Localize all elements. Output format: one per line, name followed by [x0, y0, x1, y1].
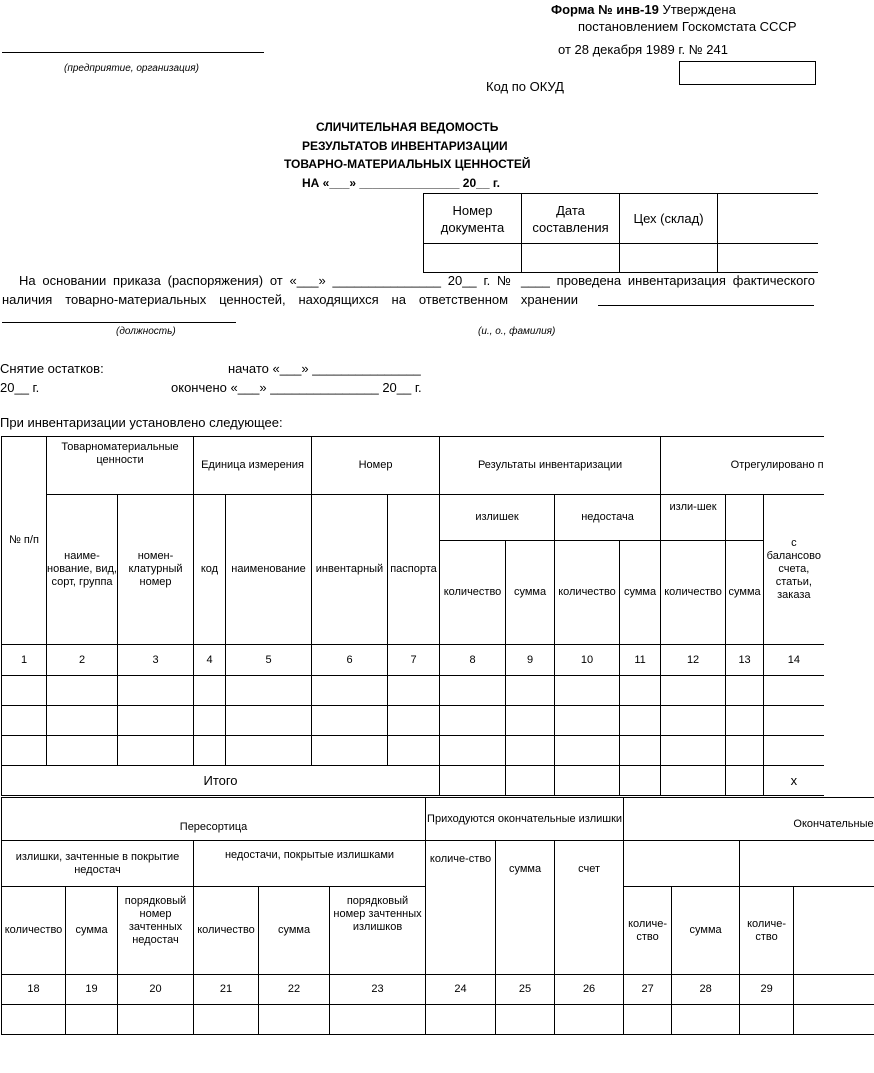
shortage-qty-header: количество	[555, 541, 620, 645]
shortage-sum-header: сумма	[620, 541, 661, 645]
inventory-header: инвентарный	[312, 495, 388, 645]
nomen-header: номен-клатурный номер	[118, 495, 194, 645]
approved-label: Утверждена	[662, 2, 736, 17]
resort-header: Пересортица	[2, 798, 426, 841]
shortage-covered-header: недостачи, покрытые излишками	[194, 841, 426, 887]
main-inventory-table	[1, 436, 824, 796]
resort-table	[1, 797, 874, 1035]
col-number: 3	[118, 645, 194, 676]
organization-line	[2, 52, 264, 53]
column-number-row	[2, 975, 874, 1005]
col-number: 23	[330, 975, 426, 1005]
surplus-qty-header: количество	[440, 541, 506, 645]
reg-qty-header: количество	[661, 541, 726, 645]
doc-number-cell[interactable]	[424, 244, 522, 273]
position-caption: (должность)	[116, 326, 176, 337]
col-number: 2	[47, 645, 118, 676]
total-row	[2, 766, 824, 796]
col-number: 6	[312, 645, 388, 676]
number-header: Номер	[312, 437, 440, 495]
fs-qty-header: количе-ство	[426, 841, 496, 975]
col-number	[794, 975, 874, 1005]
col-number: 1	[2, 645, 47, 676]
reg-sum-header: сумма	[726, 541, 764, 645]
col-number: 21	[194, 975, 259, 1005]
final-extra-header	[794, 887, 874, 975]
decree-date: от 28 декабря 1989 г. № 241	[558, 42, 728, 57]
col-number: 5	[226, 645, 312, 676]
col-num-header: № п/п	[2, 437, 47, 645]
document-info-table	[423, 193, 818, 273]
doc-extra-header	[718, 194, 818, 244]
custodian-line-1	[598, 305, 814, 306]
so-sum-header: сумма	[66, 887, 118, 975]
custodian-line-2	[2, 322, 236, 323]
doc-extra-cell[interactable]	[718, 244, 818, 273]
basis-line-1: На основании приказа (распоряжения) от «___» _______________ 20__ г. № ____ проведена инвентаризация фактического	[19, 273, 815, 288]
doc-date-cell[interactable]	[522, 244, 620, 273]
surplus-header: излишек	[440, 495, 555, 541]
unit-header: Единица измерения	[194, 437, 312, 495]
balance-header: с балансово счета, статьи, заказа	[764, 495, 824, 645]
okud-code-box[interactable]	[679, 61, 816, 85]
final-header: Окончательные	[624, 798, 874, 841]
col-number: 9	[506, 645, 555, 676]
passport-header: паспорта	[388, 495, 440, 645]
total-x: х	[764, 766, 824, 796]
col-number: 24	[426, 975, 496, 1005]
total-label: Итого	[2, 766, 440, 796]
col-number: 10	[555, 645, 620, 676]
table-row[interactable]	[2, 706, 824, 736]
fs-account-header: счет	[555, 841, 624, 975]
sc-serial-header: порядковый номер зачтенных излишков	[330, 887, 426, 975]
col-number: 7	[388, 645, 440, 676]
col-number: 8	[440, 645, 506, 676]
final-sub-1	[624, 841, 740, 887]
col-number: 13	[726, 645, 764, 676]
okud-label: Код по ОКУД	[486, 79, 564, 94]
doc-shop-cell[interactable]	[620, 244, 718, 273]
col-number: 27	[624, 975, 672, 1005]
sc-sum-header: сумма	[259, 887, 330, 975]
title-line-4: НА «___» _______________ 20__ г.	[302, 176, 500, 190]
so-serial-header: порядковый номер зачтенных недостач	[118, 887, 194, 975]
col-number: 11	[620, 645, 661, 676]
surplus2-header: изли-шек	[661, 495, 726, 541]
col-number: 14	[764, 645, 824, 676]
surplus-offset-header: излишки, зачтенные в покрытие недостач	[2, 841, 194, 887]
col-number: 26	[555, 975, 624, 1005]
title-line-1: СЛИЧИТЕЛЬНАЯ ВЕДОМОСТЬ	[316, 120, 499, 134]
final-qty-header-1: количе-ство	[624, 887, 672, 975]
doc-date-header: Дата составления	[522, 194, 620, 244]
shortage-header: недостача	[555, 495, 661, 541]
removal-started: начато «___» _______________	[228, 361, 421, 376]
decree-text: постановлением Госкомстата СССР	[578, 19, 797, 34]
col-number: 18	[2, 975, 66, 1005]
tmc-header: Товарноматериальные ценности	[47, 437, 194, 495]
col-number: 19	[66, 975, 118, 1005]
name-caption: (и., о., фамилия)	[478, 326, 556, 337]
table-row[interactable]	[2, 1005, 874, 1035]
unit-name-header: наименование	[226, 495, 312, 645]
column-number-row	[2, 645, 824, 676]
col-number: 25	[496, 975, 555, 1005]
established-text: При инвентаризации установлено следующее:	[0, 415, 283, 430]
doc-number-header: Номер документа	[424, 194, 522, 244]
col-number: 28	[672, 975, 740, 1005]
col-number: 4	[194, 645, 226, 676]
title-line-3: ТОВАРНО-МАТЕРИАЛЬНЫХ ЦЕННОСТЕЙ	[284, 157, 531, 171]
table-row[interactable]	[2, 736, 824, 766]
form-title	[551, 2, 736, 17]
name-kind-header: наиме-нование, вид, сорт, группа	[47, 495, 118, 645]
title-line-2: РЕЗУЛЬТАТОВ ИНВЕНТАРИЗАЦИИ	[302, 139, 508, 153]
final-sum-header: сумма	[672, 887, 740, 975]
col-number: 20	[118, 975, 194, 1005]
surplus-sum-header: сумма	[506, 541, 555, 645]
results-header: Результаты инвентаризации	[440, 437, 661, 495]
sc-qty-header: количество	[194, 887, 259, 975]
form-number: Форма № инв-19	[551, 2, 659, 17]
basis-line-2: наличия товарно-материальных ценностей, находящихся на ответственном хранении	[2, 292, 578, 307]
regulated-header: Отрегулировано п	[661, 437, 824, 495]
removal-label: Снятие остатков:	[0, 361, 104, 376]
col-number: 12	[661, 645, 726, 676]
code-header: код	[194, 495, 226, 645]
final-qty-header-2: количе-ство	[740, 887, 794, 975]
final-sub-2	[740, 841, 874, 887]
table-row[interactable]	[2, 676, 824, 706]
so-qty-header: количество	[2, 887, 66, 975]
doc-shop-header: Цех (склад)	[620, 194, 718, 244]
removal-finished: окончено «___» _______________ 20__ г.	[171, 380, 422, 395]
col-number: 29	[740, 975, 794, 1005]
empty-sub-header	[726, 495, 764, 541]
final-surplus-header: Приходуются окончательные излишки	[426, 798, 624, 841]
organization-caption: (предприятие, организация)	[64, 63, 199, 74]
removal-year: 20__ г.	[0, 380, 40, 395]
fs-sum-header: сумма	[496, 841, 555, 975]
col-number: 22	[259, 975, 330, 1005]
